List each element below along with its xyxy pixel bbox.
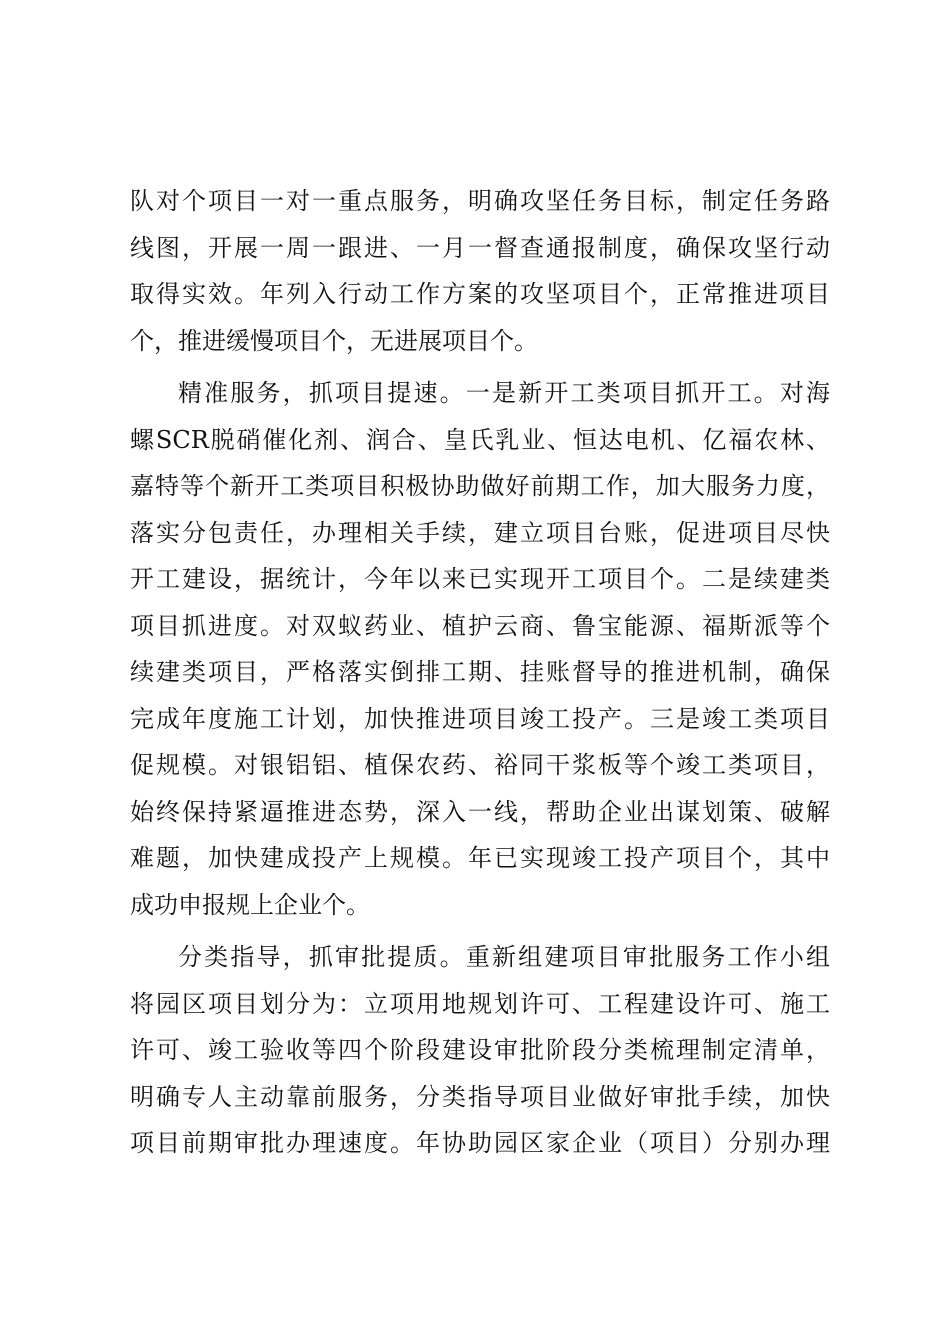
- text-line: 始终保持紧逼推进态势，深入一线，帮助企业出谋划策、破解: [130, 797, 830, 826]
- text-line: 难题，加快建成投产上规模。年已实现竣工投产项目个，其中: [130, 844, 830, 872]
- text-line: 完成年度施工计划，加快推进项目竣工投产。三是竣工类项目: [130, 704, 830, 733]
- paragraph: [130, 934, 830, 1167]
- text-line: 队对个项目一对一重点服务，明确攻坚任务目标，制定任务路: [130, 187, 830, 215]
- text-line: 明确专人主动靠前服务，分类指导项目业做好审批手续，加快: [130, 1082, 830, 1111]
- text-line: 开工建设，据统计，今年以来已实现开工项目个。二是续建类: [130, 565, 830, 593]
- text-line: 项目抓进度。对双蚁药业、植护云商、鲁宝能源、福斯派等个: [130, 611, 830, 640]
- text-line: 取得实效。年列入行动工作方案的攻坚项目个，正常推进项目: [130, 280, 830, 308]
- text-line: 落实分包责任，办理相关手续，建立项目台账，促进项目尽快: [130, 518, 830, 547]
- text-line: 个，推进缓慢项目个，无进展项目个。: [130, 326, 538, 355]
- paragraph: [130, 178, 830, 364]
- text-line: 嘉特等个新开工类项目积极协助做好前期工作，加大服务力度，: [130, 472, 830, 500]
- text-line: 许可、竣工验收等四个阶段建设审批阶段分类梳理制定清单，: [130, 1036, 830, 1064]
- text-line: 精准服务，抓项目提速。一是新开工类项目抓开工。对海: [178, 379, 830, 407]
- text-line: 促规模。对银铝铝、植保农药、裕同干浆板等个竣工类项目，: [130, 751, 830, 779]
- text-line: 成功申报规上企业个。: [130, 890, 370, 919]
- text-line: 将园区项目划分为：立项用地规划许可、工程建设许可、施工: [130, 989, 830, 1018]
- text-line: 分类指导，抓审批提质。重新组建项目审批服务工作小组: [178, 943, 830, 971]
- document-body: [130, 178, 830, 1167]
- text-line: 线图，开展一周一跟进、一月一督查通报制度，确保攻坚行动: [130, 233, 830, 262]
- text-line: 续建类项目，严格落实倒排工期、挂账督导的推进机制，确保: [130, 658, 830, 686]
- text-line: 项目前期审批办理速度。年协助园区家企业（项目）分别办理: [130, 1129, 830, 1157]
- text-line: 螺SCR脱硝催化剂、润合、皇氏乳业、恒达电机、亿福农林、: [130, 425, 830, 454]
- paragraph: [130, 370, 830, 928]
